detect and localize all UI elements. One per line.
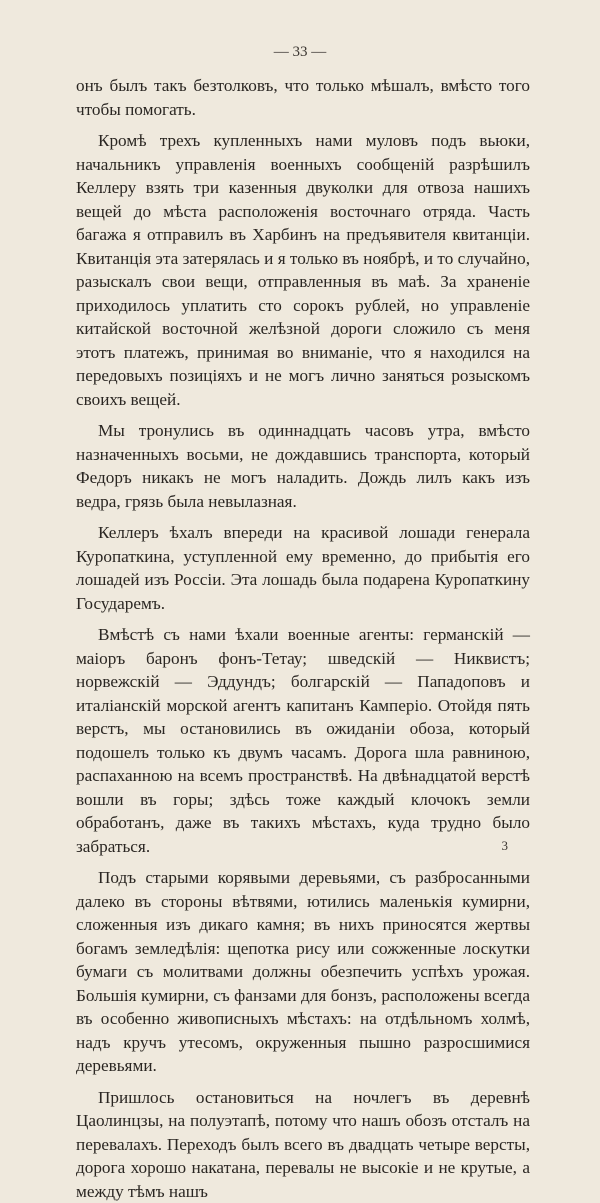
paragraph-1: онъ былъ такъ безтолковъ, что только мѣшалъ, вмѣсто того чтобы помогать. [76,74,530,121]
paragraph-6: Подъ старыми корявыми деревьями, съ разбросанными далеко въ стороны вѣтвями, ютились маленькія кумирни, сложенныя изъ дикаго камня; въ нихъ приносятся жертвы богамъ земледѣлія: щепотка рису или сожженные лоскутки бумаги съ молитвами должны обезпечить успѣхъ урожая. Большія кумирни, съ фанзами для бонзъ, расположены всегда въ особенно живописныхъ мѣстахъ: на отдѣльномъ холмѣ, надъ кручъ утесомъ, окруженныя пышно разросшимися деревьями. [76,866,530,1078]
page-number: — 33 — [0,44,600,61]
paragraph-3: Мы тронулись въ одиннадцать часовъ утра, вмѣсто назначенныхъ восьми, не дождавшись транспорта, который Федоръ никакъ не могъ наладить. Дождь лилъ какъ изъ ведра, грязь была невылазная. [76,419,530,513]
signature-mark: 3 [502,838,509,854]
paragraph-2: Кромѣ трехъ купленныхъ нами муловъ подъ вьюки, начальникъ управленія военныхъ сообщеній разрѣшилъ Келлеру взять три казенныя двуколки для отвоза нашихъ вещей до мѣста расположенія восточнаго отряда. Часть багажа я отправилъ въ Харбинъ на предъявителя квитанціи. Квитанція эта затерялась и я только въ ноябрѣ, и то случайно, разыскалъ свои вещи, отправленныя въ маѣ. За храненіе приходилось уплатить сто сорокъ рублей, но управленіе китайской восточной желѣзной дороги сложило съ меня этотъ платежъ, принимая во вниманіе, что я находился на передовыхъ позиціяхъ и не могъ лично заняться розыскомъ своихъ вещей. [76,129,530,411]
body-text [76,74,530,1203]
paragraph-5: Вмѣстѣ съ нами ѣхали военные агенты: германскій — маіоръ баронъ фонъ-Тетау; шведскій — Никвистъ; норвежскій — Эддундъ; болгарскій — Пападоповъ и италіанскій морской агентъ капитанъ Камперіо. Отойдя пять верстъ, мы остановились въ ожиданіи обоза, который подошелъ только къ двумъ часамъ. Дорога шла равниною, распаханною на всемъ пространствѣ. На двѣнадцатой верстѣ вошли въ горы; здѣсь тоже каждый клочокъ земли обработанъ, даже въ такихъ мѣстахъ, куда трудно было забраться. [76,623,530,858]
paragraph-4: Келлеръ ѣхалъ впереди на красивой лошади генерала Куропаткина, уступленной ему временно, до прибытія его лошадей изъ Россіи. Эта лошадь была подарена Куропаткину Государемъ. [76,521,530,615]
paragraph-7: Пришлось остановиться на ночлегъ въ деревнѣ Цаолинцзы, на полуэтапѣ, потому что нашъ обозъ отсталъ на перевалахъ. Переходъ былъ всего въ двадцать четыре версты, дорога хорошо накатана, перевалы не высокіе и не крутые, а между тѣмъ нашъ [76,1086,530,1203]
